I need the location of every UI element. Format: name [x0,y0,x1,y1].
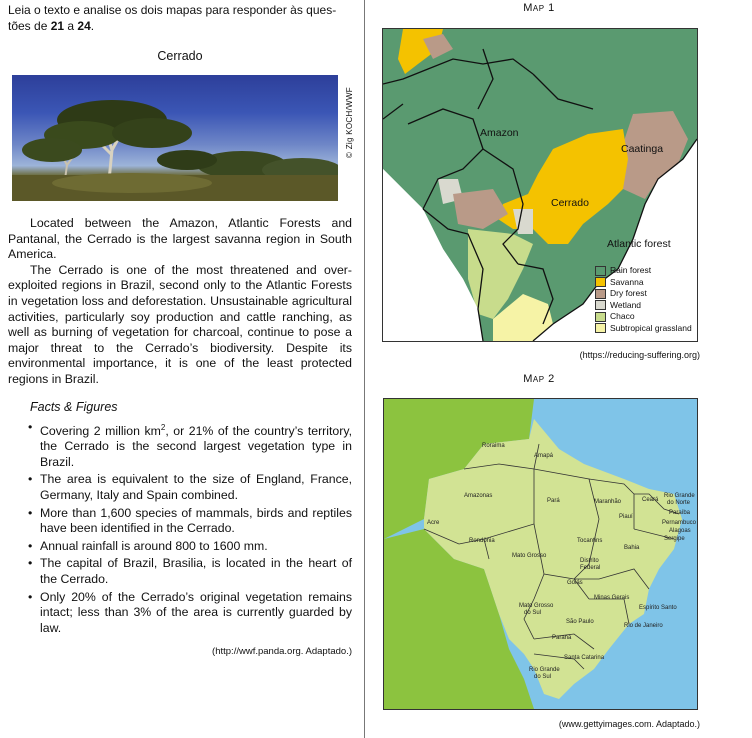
state-label: Tocantins [577,538,603,544]
cerrado-photo [12,75,338,201]
state-label: Distrito [580,558,599,564]
state-label: Rondônia [469,538,495,544]
legend-item: Dry forest [595,288,692,300]
legend-item: Wetland [595,300,692,312]
state-label: do Sul [534,674,552,680]
label-caatinga: Caatinga [621,143,664,155]
column-divider [364,0,365,738]
left-column [8,0,352,657]
list-item: • Covering 2 million $km^2$, or 21% of the country’s territory, the Cerrado is the second largest vegetation type in Brazil. [28,420,352,471]
legend-item: Rain forest [595,265,692,277]
state-label: Rio Grande [664,493,695,499]
label-cerrado: Cerrado [551,197,589,209]
state-label: Rio Grande [529,667,560,673]
state-label: Roraima [482,443,505,449]
state-label: Paraná [552,635,572,641]
state-label: Bahia [624,545,640,551]
label-amazon: Amazon [480,127,519,139]
paragraph-2: The Cerrado is one of the most threatened and over-exploited regions in Brazil, second only to the Atlantic Forests in vegetation loss and deforestation. Unsustainable agricultural activities, particularly soy production and cattle ranching, as well as burning of vegetation for charcoal, continue to pose a major threat to the Cerrado’s biodiversity. Despite its environmental importance, it is one of the least protected regions in Brazil. [8,262,352,386]
state-label: Rio de Janeiro [624,623,663,629]
state-label: Minas Gerais [594,595,630,601]
state-label: do Norte [667,500,691,506]
state-label: do Sul [524,610,542,616]
article-source: (http://wwf.panda.org. Adaptado.) [212,646,352,658]
state-label: Amazonas [464,493,493,499]
map2-title: Map 2 [523,373,555,385]
legend-item: Subtropical grassland [595,323,692,335]
state-label: Ceará [642,497,659,503]
map2-states [383,398,698,710]
legend-item: Chaco [595,311,692,323]
state-label: São Paulo [566,619,594,625]
legend-item: Savanna [595,277,692,289]
question-intro: Leia o texto e analise os dois mapas para responder às ques- tões de 21 a 24. [8,3,337,33]
state-label: Pernambuco [662,520,697,526]
map1-source: (https://reducing-suffering.org) [579,350,700,360]
state-label: Santa Catarina [564,655,605,661]
state-label: Piauí [619,514,633,520]
list-item: • The capital of Brazil, Brasilia, is located in the heart of the Cerrado. [28,556,352,587]
list-item: • Only 20% of the Cerrado’s original vegetation remains intact; less than 3% of the area is currently guarded by law. [28,590,352,637]
facts-title: Facts & Figures [30,399,118,414]
state-label: Sergipe [664,536,685,542]
map2-source: (www.gettyimages.com. Adaptado.) [558,719,700,729]
state-label: Amapá [534,453,554,459]
state-label: Mato Grosso [512,553,547,559]
paragraph-1: Located between the Amazon, Atlantic Forests and Pantanal, the Cerrado is the largest savanna region in South America. [8,216,352,262]
state-label: Pará [547,498,560,504]
article-title: Cerrado [157,49,203,63]
list-item: • More than 1,600 species of mammals, birds and reptiles have been identified in the Cerrado. [28,506,352,537]
state-label: Espírito Santo [639,605,677,611]
state-label: Paraíba [669,510,691,516]
state-label: Mato Grosso [519,603,554,609]
map1-vegetation [382,28,698,342]
state-label: Goiás [567,580,583,586]
state-label: Maranhão [594,499,622,505]
state-label: Alagoas [669,528,691,534]
facts-list [8,420,352,637]
label-atlantic-forest: Atlantic forest [607,238,671,250]
state-label: Federal [580,565,601,571]
list-item: • Annual rainfall is around 800 to 1600 mm. [28,539,352,555]
list-item: • The area is equivalent to the size of England, France, Germany, Italy and Spain combined. [28,472,352,503]
map1-title: Map 1 [523,2,555,14]
map1-legend [595,265,692,334]
article-body [8,216,352,388]
photo-credit: © Zig KOCH/WWF [345,87,354,158]
state-label: Acre [427,520,440,526]
